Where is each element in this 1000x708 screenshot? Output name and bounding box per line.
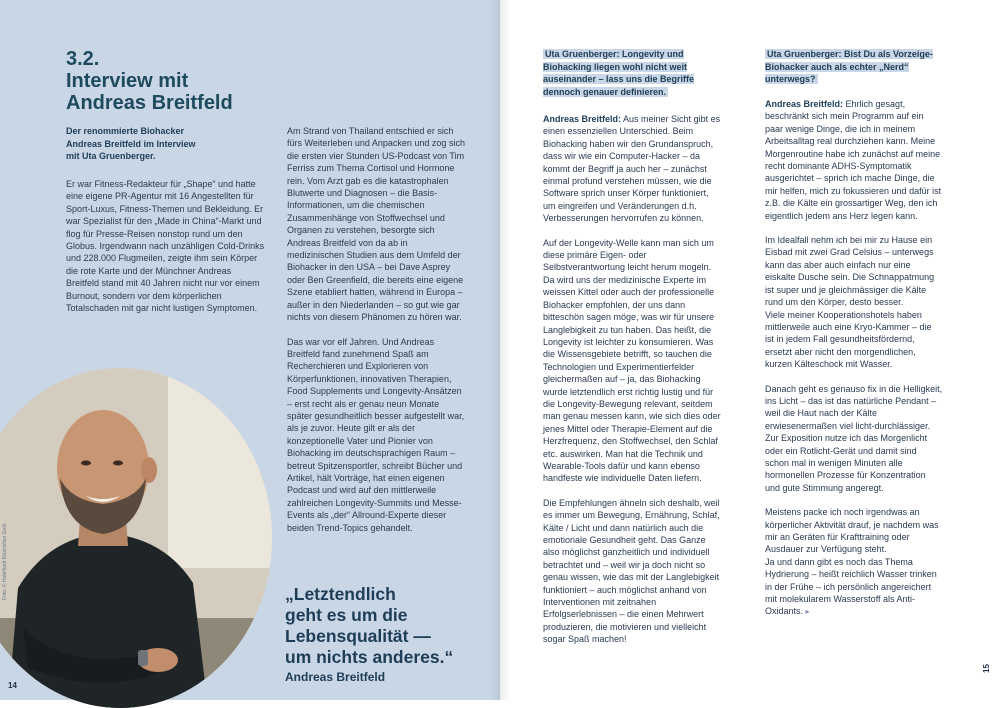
paragraph-text: Ja und dann gibt es noch das Thema Hydrierung – heißt reichlich Wasser trinken in der Frühe – ich persönlich angereichert mit molekularem Wasserstoff als Anti-Oxidants. [765, 556, 937, 617]
lead-line: Andreas Breitfeld im Interview [66, 138, 196, 149]
lead-line: Der renommierte Biohacker [66, 126, 185, 136]
paragraph: Das war vor elf Jahren. Und Andreas Breitfeld fand zunehmend Spaß am Recherchieren und Explorieren von Körperfunktionen, innovativen Therapien, Food Supplements und Longevity-Ansätzen – erst recht als er genau neun Monate später gesundheitlich besser aufgestellt war, als je zuvor. Heute gilt er als der konzeptionelle Vater und Pionier von Biohacking im deutschsprachigen Raum – betreut Spitzensportler, schreibt Bücher und Artikel, hält Vorträge, hat einen eigenen Podcast und wird auf den mittlerweile zahlreichen Longevity-Summits und Messe-Events als „der“ Allround-Experte dieser beiden Trend-Topics gehandelt. [287, 336, 465, 533]
page-gutter [490, 0, 510, 700]
question-text: Uta Gruenberger: Longevity und Biohacking liegen wohl nicht weit auseinander – lass uns die Begriffe dennoch genauer definieren. [543, 49, 695, 97]
paragraph: Danach geht es genauso fix in die Helligkeit, ins Licht – das ist das natürliche Pendant – weil die Haut nach der Kälte erwiesenermaßen viel licht-durchlässiger. Zur Exposition nutze ich das Morgenlicht oder ein Rotlicht-Gerät und damit sind schon mal in wenigen Minuten alle hormonellen Prozesse für Konzentration und gute Stimmung angeregt. [765, 383, 943, 493]
column-2 [287, 125, 465, 546]
page-number-left: 14 [8, 681, 17, 690]
paragraph: Er war Fitness-Redakteur für „Shape“ und hatte eine eigene PR-Agentur mit 16 Angestellten für Sport-Luxus, Fitness-Themen und Bekleidung. Er war Spezialist für den „Made in China“-Markt und flog für Presse-Reisen nonstop rund um den Globus. Irgendwann nach unzähligen Cold-Drinks und 228.000 Flugmeilen, zeigte ihm sein Körper die rote Karte und der Münchner Andreas Breitfeld stand mit 40 Jahren nicht nur vor einem Burnout, sondern vor dem körperlichen Totalschaden mit gar nicht lustigen Symptomen. [66, 179, 265, 314]
quote-line: geht es um die [285, 605, 408, 625]
answer-text: Ehrlich gesagt, beschränkt sich mein Programm auf ein paar wenige Dinge, die ich in meinem Arbeitsalltag real durchziehen kann. Meine Morgenroutine habe ich zunächst auf meine recht dominante ADHS-Symptomatik ausgerichtet – sprich ich mache Dinge, die mir helfen, mich zu fokussieren und dafür ist z.B. die Kälte ein grossartiger Weg, den ich eigentlich jedem ans Herz legen kann. [765, 99, 942, 221]
interview-question-2 [765, 48, 945, 86]
speaker-label: Andreas Breitfeld: [765, 99, 844, 109]
column-4 [765, 98, 943, 631]
interview-question-1 [543, 48, 728, 98]
page-number-right: 15 [981, 664, 991, 673]
pull-quote [285, 584, 485, 668]
speaker-label: Andreas Breitfeld: [543, 114, 622, 124]
section-number: 3.2. [66, 48, 100, 70]
section-title-line-1: Interview mit [66, 70, 189, 92]
paragraph: Viele meiner Kooperationshotels haben mittlerweile auch eine Kryo-Kammer – die ist in jedem Fall gesundheitsfördernd, ersetzt aber nicht den morgendlichen, kurzen Kälteschock mit Wasser. [765, 309, 932, 370]
section-title-line-2: Andreas Breitfeld [66, 92, 233, 114]
lead-intro [66, 125, 262, 163]
quote-line: um nichts anderes.“ [285, 647, 454, 667]
column-3 [543, 113, 723, 658]
answer-text: Aus meiner Sicht gibt es einen essenziellen Unterschied. Beim Biohacking haben wir den Grundanspruch, dass wir wie ein Computer-Hacker – da kommt der Begriff ja auch her – zunächst einmal profund verstehen müssen, wie die Software sprich unser Körper funktioniert, um eingreifen und Veränderungen d.h. Verbesserungen hervorrufen zu können. [543, 114, 721, 224]
continue-arrow-icon: ▸ [805, 607, 810, 617]
paragraph: Die Empfehlungen ähneln sich deshalb, weil es immer um Bewegung, Ernährung, Schlaf, Kälte / Licht und dann natürlich auch die emotionale Gesundheit geht. Das Ganze also möglichst ganzheitlich und individuell betrachtet und – weil wir ja doch nicht so genau wissen, wie das mit der Langlebigkeit funktioniert – auch möglichst anhand von Interventionen mit zeitnahen Erfolgserlebnissen – die einen Mehrwert produzieren, die motivieren und vielleicht sogar Spaß machen! [543, 497, 720, 645]
quote-author: Andreas Breitfeld [285, 670, 386, 684]
question-text: Uta Gruenberger: Bist Du als Vorzeige-Biohacker auch als echter „Nerd“ unterwegs? [765, 49, 933, 85]
paragraph: Am Strand von Thailand entschied er sich fürs Weiterleben und Anpacken und zog sich die ersten vier Stunden US-Podcast von Tim Ferriss zum Thema Cortisol und Hormone rein. Vom Arzt gab es die katastrophalen Blutwerte und Diagnosen – die Basis-Informationen, um die chemischen Zusammenhänge von Stoffwechsel und Organen zu verstehen, besorgte sich Andreas Breitfeld von da ab in medizinischen Studien aus dem Umfeld der Biohacker in den USA – bei Dave Asprey oder Ben Greenfield, die bereits eine eigene Szene etabliert hatten, während in Europa – außer in den Niederlanden – so gut wie gar nichts von diesem Phänomen zu hören war. [287, 126, 465, 323]
column-1 [66, 178, 266, 326]
section-title [66, 48, 276, 114]
paragraph [765, 234, 943, 308]
quote-line: „Letztendlich [285, 584, 396, 604]
paragraph-text: Im Idealfall nehm ich bei mir zu Hause ein Eisbad mit zwei Grad Celsius – unterwegs kann das aber auch einfach nur eine eiskalte Dusche sein. Die Schnappatmung ist super und je gleichmässiger die Kälte rund um den Körper, desto besser. [765, 235, 935, 308]
paragraph: Meistens packe ich noch irgendwas an körperlicher Aktivität drauf, je nachdem was mir an Geräten für Krafttraining oder Ausdauer zur Verfügung steht. [765, 507, 939, 555]
answer-paragraph [543, 113, 723, 225]
answer-paragraph [765, 98, 943, 222]
paragraph: Auf der Longevity-Welle kann man sich um diese primäre Eigen- oder Selbstverantwortung leicht herum mogeln. Da wird uns der medizinische Experte im weissen Kittel oder auch der professionelle Biohacker empfohlen, der uns dann bitteschön sagen möge, was wir für unsere Langlebigkeit zu tun haben. Das heißt, die Longevity ist leichter zu konsumieren. Was die Wissensgebiete betrifft, so tauchen die Technologien und Experimentierfelder gleichermaßen auf – ja, das Biohacking wurde letztendlich erst richtig lustig und für die Longevity-Bewegung relevant, seitdem man genau messen kann, wie sich dies oder jenes Mittel oder Therapie-Element auf die Herzfrequenz, den Stoffwechsel, den Schlaf etc. auswirken. Man hat die Technik und Wearable-Tools dafür und kann ebenso handfeste wie individuelle Daten liefern. [543, 237, 721, 484]
quote-line: Lebensqualität — [285, 626, 431, 646]
paragraph [765, 556, 943, 619]
photo-credit: Foto: © Hotelfood Maximilian Geib [2, 523, 8, 600]
lead-line: mit Uta Gruenberger. [66, 151, 156, 162]
